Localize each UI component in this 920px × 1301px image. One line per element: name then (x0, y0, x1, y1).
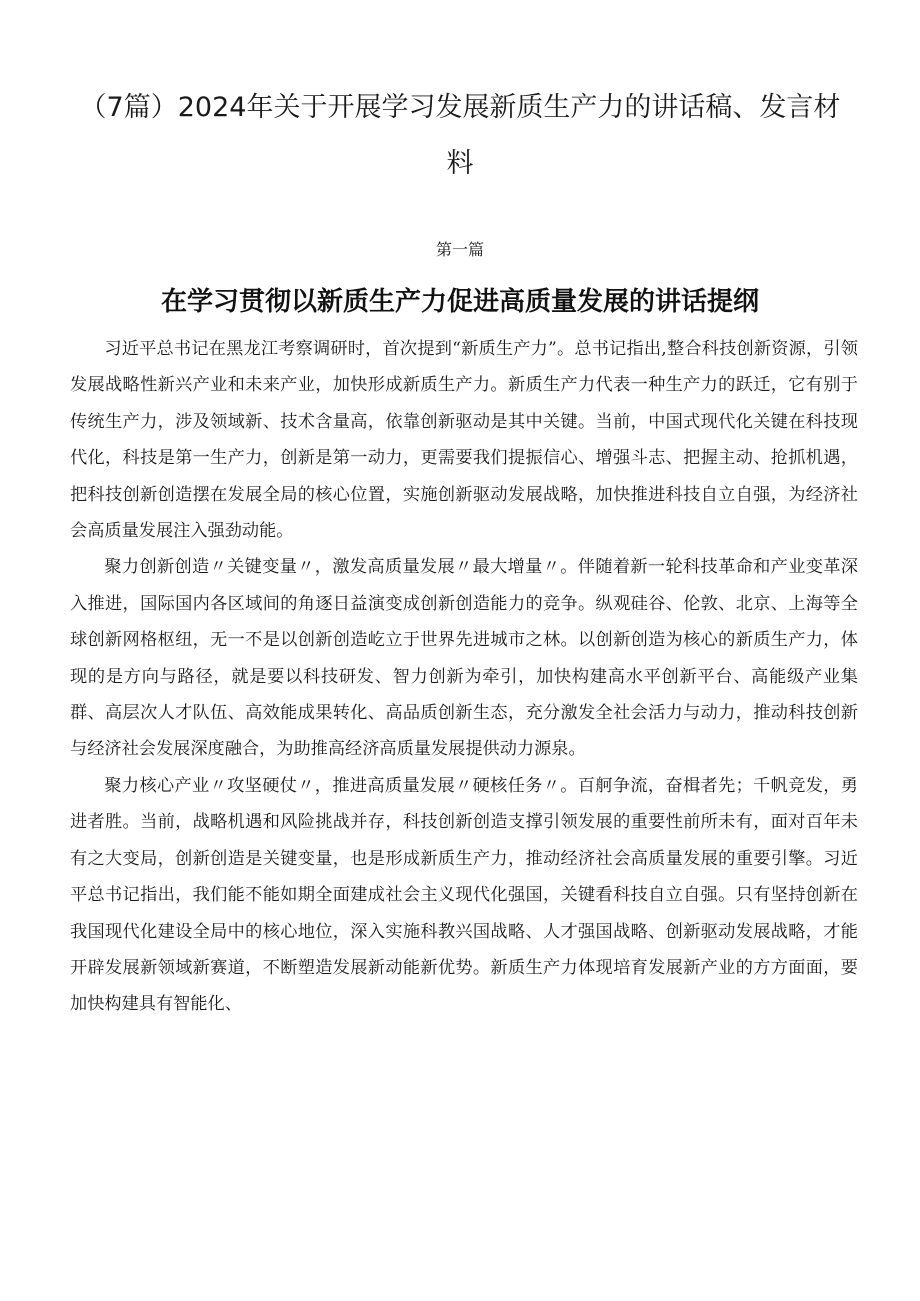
body-paragraph: 聚力核心产业〃攻坚硬仗〃，推进高质量发展〃硬核任务〃。百舸争流，奋楫者先；千帆竞发，勇进者胜。当前，战略机遇和风险挑战并存，科技创新创造支撑引领发展的重要性前所未有，面对百年未有之大变局，创新创造是关键变量，也是形成新质生产力，推动经济社会高质量发展的重要引擎。习近平总书记指出，我们能不能如期全面建成社会主义现代化强国，关键看科技自立自强。只有坚持创新在我国现代化建设全局中的核心地位，深入实施科教兴国战略、人才强国战略、创新驱动发展战略，才能开辟发展新领域新赛道，不断塑造发展新动能新优势。新质生产力体现培育发展新产业的方方面面，要加快构建具有智能化、 (70, 775, 858, 1015)
document-body (70, 331, 858, 1023)
section-title: 在学习贯彻以新质生产力促进高质量发展的讲话提纲 (160, 287, 759, 317)
body-paragraph: 习近平总书记在黑龙江考察调研时，首次提到“新质生产力”。总书记指出,整合科技创新资源，引领发展战略性新兴产业和未来产业，加快形成新质生产力。新质生产力代表一种生产力的跃迁，它有别于传统生产力，涉及领域新、技术含量高，依靠创新驱动是其中关键。当前，中国式现代化关键在科技现代化，科技是第一生产力，创新是第一动力，更需要我们提振信心、增强斗志、把握主动、抢抓机遇，把科技创新创造摆在发展全局的核心位置，实施创新驱动发展战略，加快推进科技自立自强，为经济社会高质量发展注入强劲动能。 (70, 339, 858, 542)
document-title: （7篇）2024年关于开展学习发展新质生产力的讲话稿、发言材料 (79, 92, 841, 179)
section-label: 第一篇 (435, 240, 484, 259)
body-paragraph: 聚力创新创造〃关键变量〃，激发高质量发展〃最大增量〃。伴随着新一轮科技革命和产业变革深入推进，国际国内各区域间的角逐日益演变成创新创造能力的竞争。纵观硅谷、伦敦、北京、上海等全球创新网格枢纽，无一不是以创新创造屹立于世界先进城市之林。以创新创造为核心的新质生产力，体现的是方向与路径，就是要以科技研发、智力创新为牵引，加快构建高水平创新平台、高能级产业集群、高层次人才队伍、高效能成果转化、高品质创新生态，充分激发全社会活力与动力，推动科技创新与经济社会发展深度融合，为助推高经济高质量发展提供动力源泉。 (70, 557, 858, 760)
